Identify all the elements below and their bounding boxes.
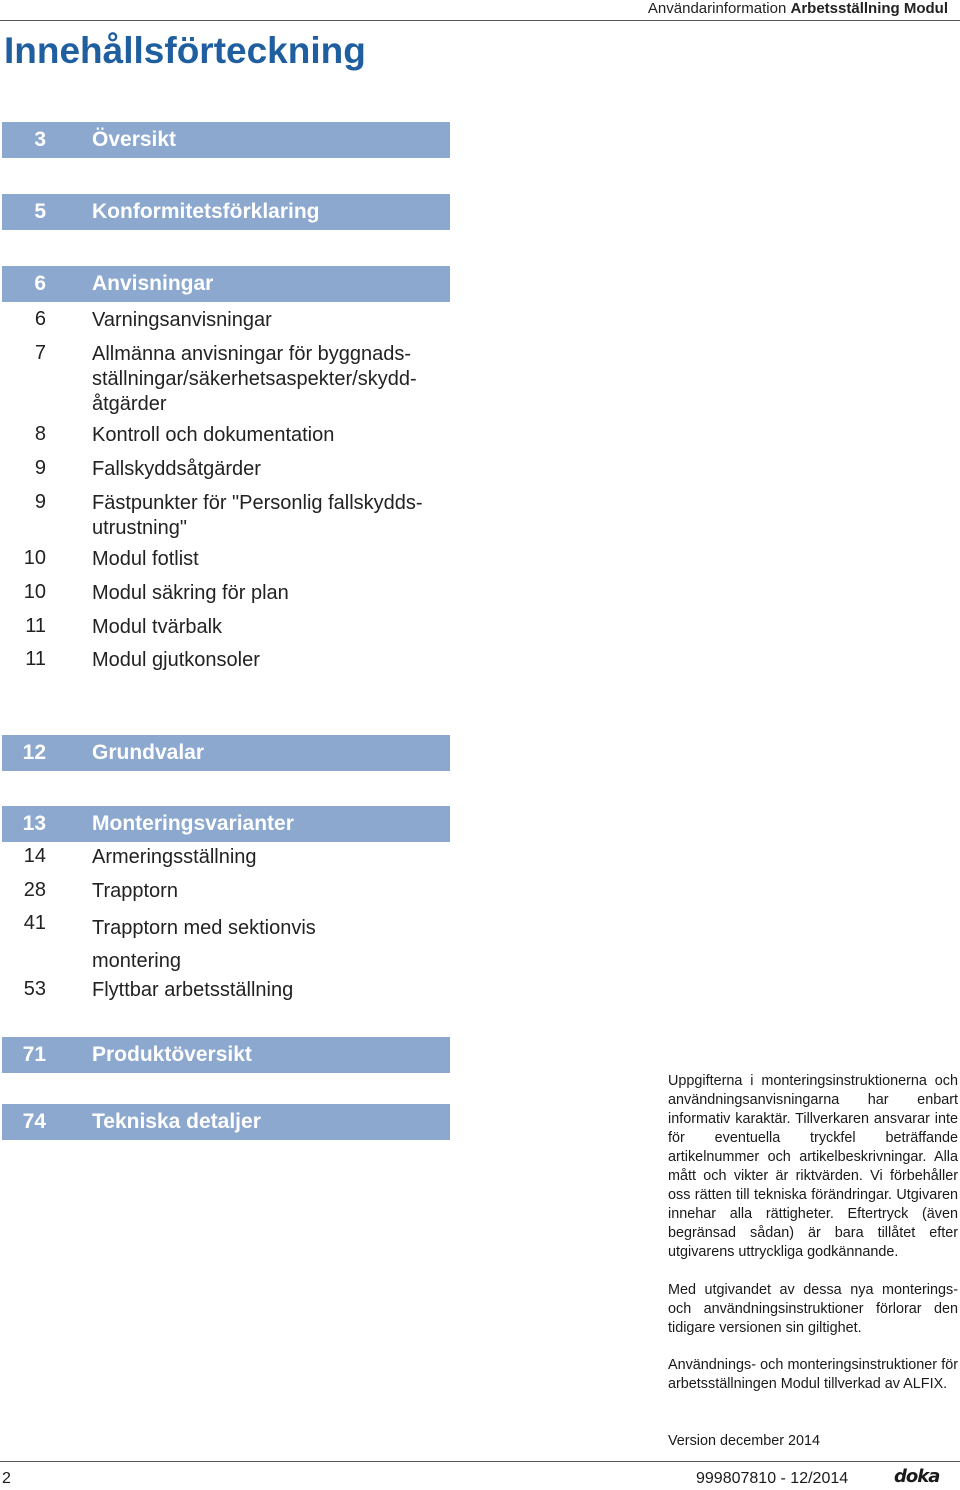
running-header <box>648 0 948 17</box>
toc-page-number: 53 <box>23 978 46 1000</box>
toc-section-grundvalar[interactable] <box>2 735 450 771</box>
document-number: 999807810 - 12/2014 <box>696 1470 849 1487</box>
toc-entry-title: Armeringsställning <box>92 846 257 868</box>
toc-section-monteringsvarianter[interactable] <box>2 806 450 842</box>
toc-entry[interactable] <box>2 491 450 547</box>
toc-page-number: 41 <box>23 912 46 934</box>
header-rule <box>0 20 960 21</box>
toc-page-number: 14 <box>23 845 46 867</box>
footer-rule <box>0 1461 960 1462</box>
toc-entry[interactable] <box>2 912 450 978</box>
toc-entry-title: Varningsanvisningar <box>92 309 272 331</box>
toc-section-heading[interactable] <box>2 735 450 771</box>
toc-entry[interactable] <box>2 845 450 879</box>
manufacturer-paragraph: Användnings- och monteringsinstruktioner för arbetsställningen Modul tillverkad av ALFIX. <box>668 1357 958 1392</box>
validity-paragraph: Med utgivandet av dessa nya monterings- och användningsinstruktioner förlorar den tidigare versionen sin giltighet. <box>668 1282 958 1336</box>
version-text: Version december 2014 <box>668 1433 821 1449</box>
toc-section-title: Produktöversikt <box>92 1043 252 1066</box>
toc-page-number: 5 <box>34 200 46 223</box>
toc-section-konformitet[interactable] <box>2 194 450 230</box>
toc-entry[interactable] <box>2 879 450 912</box>
toc-page-number: 12 <box>22 741 46 764</box>
toc-page-number: 9 <box>34 457 46 479</box>
toc-entry[interactable] <box>2 581 450 615</box>
toc-page-number: 28 <box>23 879 46 901</box>
header-title: Arbetsställning Modul <box>790 0 948 17</box>
toc-entry-title: Flyttbar arbetsställning <box>92 979 294 1001</box>
toc-page-number: 13 <box>22 812 46 835</box>
logo-text: doka <box>894 1467 940 1487</box>
validity-note <box>668 1281 958 1338</box>
toc-section-heading[interactable] <box>2 122 450 158</box>
toc-page-number: 3 <box>34 128 46 151</box>
toc-section-title: Översikt <box>92 128 177 151</box>
toc-page-number: 10 <box>23 581 46 603</box>
toc-entry[interactable] <box>2 615 450 648</box>
page-title: Innehållsförteckning <box>4 30 366 71</box>
toc-page-number: 6 <box>34 308 46 330</box>
toc-entries-anvisningar <box>2 308 450 682</box>
toc-entry[interactable] <box>2 978 450 1012</box>
toc-section-title: Anvisningar <box>92 272 214 295</box>
doka-logo-icon <box>893 1467 949 1487</box>
version-note <box>668 1432 958 1451</box>
disclaimer-note <box>668 1072 958 1262</box>
toc-section-title: Monteringsvarianter <box>92 812 294 835</box>
toc-section-produktoversikt[interactable] <box>2 1037 450 1073</box>
toc-page-number: 11 <box>25 615 46 637</box>
toc-section-title: Tekniska detaljer <box>92 1110 261 1133</box>
toc-section-title: Grundvalar <box>92 741 205 764</box>
toc-entry-title: Trapptorn med sektionvis montering <box>92 917 316 972</box>
toc-section-heading[interactable] <box>2 194 450 230</box>
toc-entry-title: Fallskyddsåtgärder <box>92 458 261 480</box>
toc-entry-title: Trapptorn <box>92 880 178 902</box>
toc-section-tekniska[interactable] <box>2 1104 450 1140</box>
disclaimer-paragraph: Uppgifterna i monteringsinstruktionerna och användningsanvisningarna har enbart informativ karaktär. Tillverkaren ansvarar inte för eventuella tryckfel beträffande artikelnummer och artikelbeskrivningar. Alla mått och vikter är riktvärden. Vi förbehåller oss rätten till tekniska förändringar. Utgivaren innehar alla rättigheter. Eftertryck (även begränsad sådan) är bara tillåtet efter utgivarens uttryckliga godkännande. <box>668 1073 958 1260</box>
toc-section-heading[interactable] <box>2 1037 450 1073</box>
toc-entry-title: Allmänna anvisningar för byggnads-ställningar/säkerhetsaspekter/skydd-åtgärder <box>92 343 417 415</box>
toc-section-title: Konformitetsförklaring <box>92 200 320 223</box>
toc-entry[interactable] <box>2 457 450 491</box>
toc-page-number: 9 <box>34 491 46 513</box>
manufacturer-note <box>668 1356 958 1394</box>
toc-page-number: 11 <box>25 648 46 670</box>
toc-section-heading[interactable] <box>2 1104 450 1140</box>
toc-section-heading[interactable] <box>2 266 450 302</box>
toc-section-heading[interactable] <box>2 806 450 842</box>
toc-entry-title: Modul säkring för plan <box>92 582 289 604</box>
toc-page-number: 7 <box>34 342 46 364</box>
toc-entries-monteringsvarianter <box>2 845 450 1012</box>
page-number: 2 <box>2 1470 11 1487</box>
toc-entry-title: Modul fotlist <box>92 548 199 570</box>
toc-section-oversikt[interactable] <box>2 122 450 158</box>
header-prefix: Användarinformation <box>647 0 787 17</box>
toc-page-number: 74 <box>22 1110 46 1133</box>
toc-entry[interactable] <box>2 308 450 342</box>
toc-section-anvisningar[interactable] <box>2 266 450 302</box>
toc-entry-title: Kontroll och dokumentation <box>92 424 335 446</box>
toc-entry[interactable] <box>2 423 450 457</box>
toc-entry[interactable] <box>2 342 450 423</box>
toc-page-number: 71 <box>22 1043 46 1066</box>
toc-entry-title: Modul tvärbalk <box>92 616 223 638</box>
toc-entry[interactable] <box>2 547 450 581</box>
toc-page-number: 6 <box>34 272 46 295</box>
toc-page-number: 10 <box>23 547 46 569</box>
toc-page-number: 8 <box>34 423 46 445</box>
toc-entry[interactable] <box>2 648 450 682</box>
toc-entry-title: Fästpunkter för "Personlig fallskydds-utrustning" <box>92 492 423 539</box>
toc-entry-title: Modul gjutkonsoler <box>92 649 260 671</box>
